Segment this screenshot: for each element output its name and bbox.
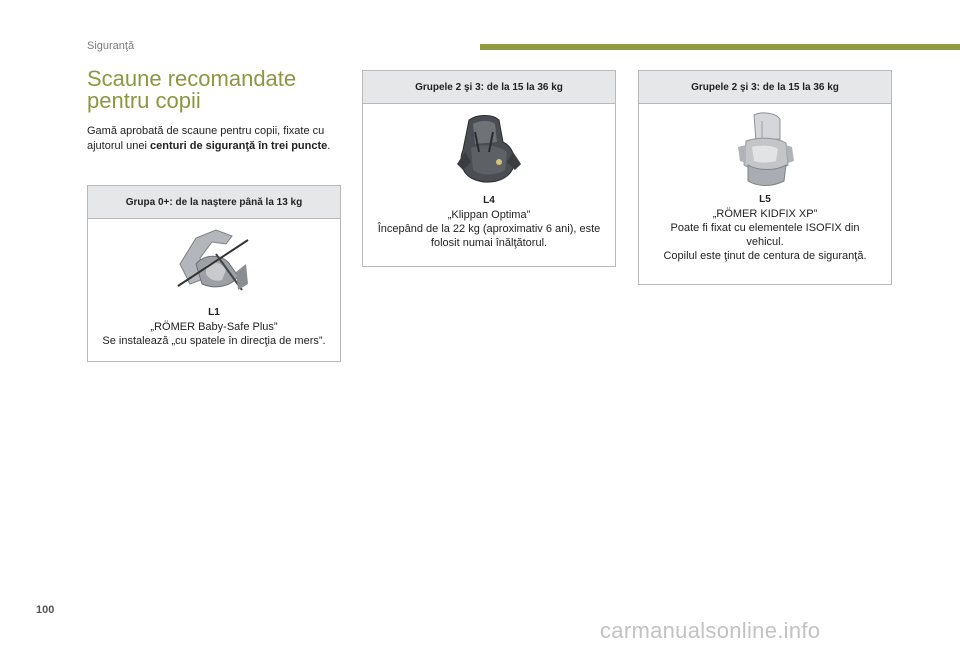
section-label: Siguranţă [87, 40, 135, 52]
card-body [639, 104, 891, 263]
intro-paragraph [87, 124, 339, 154]
intro-text: Gamă aprobată de scaune pentru copii, fixate cu ajutorul unei [87, 125, 325, 152]
seat-name: „Klippan Optima” [447, 209, 531, 221]
card-body [363, 104, 615, 250]
seat-name: „RÖMER KIDFIX XP” [712, 208, 818, 220]
card-header: Grupele 2 şi 3: de la 15 la 36 kg [639, 71, 891, 104]
isofix-seat-image [732, 111, 798, 187]
intro-bold-text: centuri de siguranţă în trei puncte [150, 140, 328, 152]
seat-code: L1 [208, 307, 220, 318]
seat-note: Începând de la 22 kg (aproximativ 6 ani), este folosit numai înălţătorul. [377, 223, 601, 249]
booster-seat-image [451, 112, 527, 188]
intro-text-end: . [327, 140, 331, 152]
card-header: Grupa 0+: de la naştere până la 13 kg [88, 186, 340, 219]
page-title [87, 68, 347, 112]
header-accent-bar [480, 44, 960, 50]
watermark: carmanualsonline.info [600, 618, 821, 643]
seat-note-2: Copilul este ţinut de centura de siguranţă. [663, 250, 867, 262]
seat-name: „RÖMER Baby-Safe Plus” [150, 321, 278, 333]
seat-note: Poate fi fixat cu elementele ISOFIX din vehicul. [670, 222, 860, 248]
page-title-line2: pentru copii [87, 88, 201, 113]
seat-card-l5 [638, 70, 892, 285]
baby-seat-image [176, 224, 252, 296]
seat-code: L4 [483, 195, 495, 206]
seat-card-l4 [362, 70, 616, 267]
card-body [88, 219, 340, 348]
seat-card-l1 [87, 185, 341, 362]
card-header: Grupele 2 şi 3: de la 15 la 36 kg [363, 71, 615, 104]
seat-code: L5 [759, 194, 771, 205]
page-number: 100 [36, 604, 55, 616]
page-title-line1: Scaune recomandate [87, 66, 297, 91]
seat-note: Se instalează „cu spatele în direcţia de mers”. [102, 335, 326, 347]
